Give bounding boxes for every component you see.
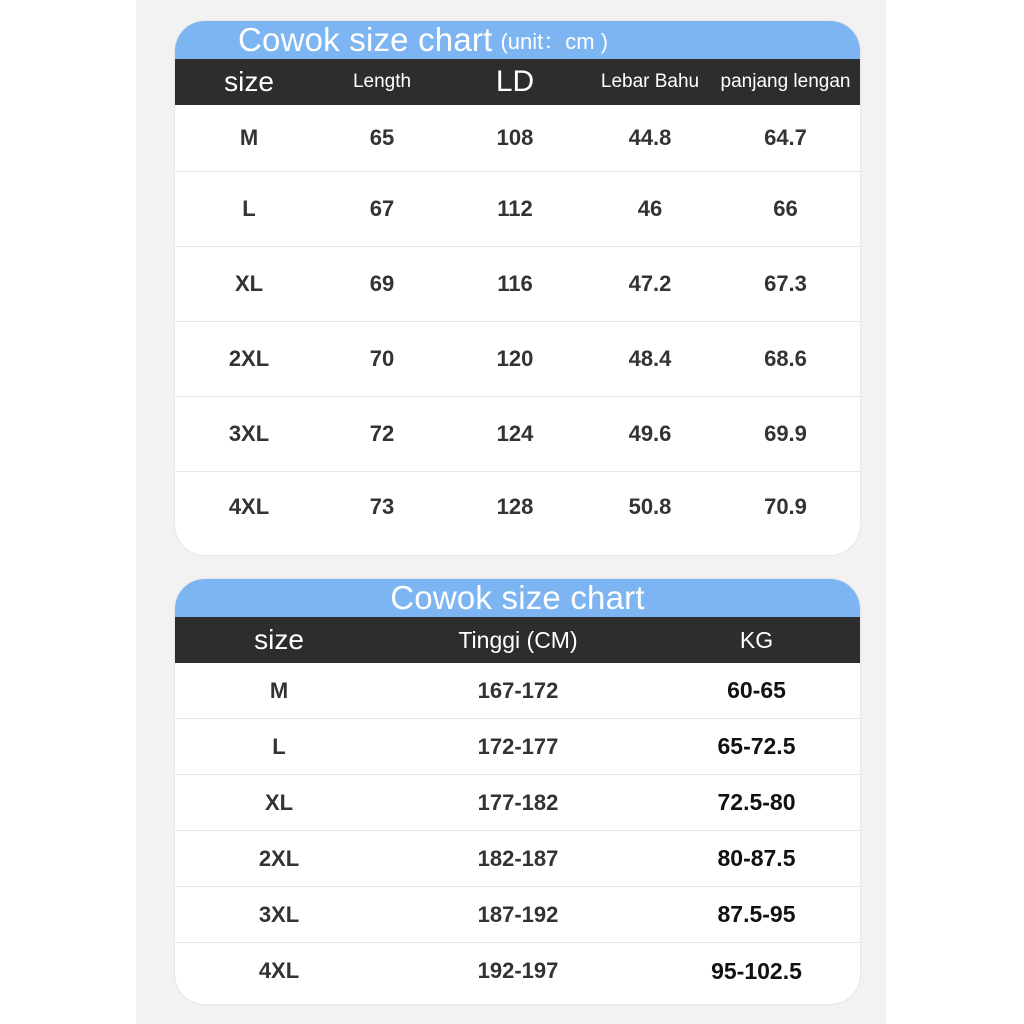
cell-length: 70 <box>369 346 395 371</box>
table-row <box>175 322 860 397</box>
table-row <box>175 247 860 322</box>
cell-size: M <box>239 125 259 150</box>
header-size: size <box>224 66 274 97</box>
cell-length: 67 <box>369 196 395 221</box>
cell-length: 73 <box>369 494 395 519</box>
cell-panjang-lengan: 67.3 <box>764 271 807 296</box>
cell-size: XL <box>264 789 294 815</box>
size-chart-measurements <box>175 21 860 555</box>
cell-size: 3XL <box>228 421 270 446</box>
table-row <box>175 397 860 472</box>
cell-tinggi: 187-192 <box>477 901 559 927</box>
cell-lebar-bahu: 50.8 <box>628 494 672 519</box>
cell-length: 72 <box>369 421 395 446</box>
table-body <box>175 105 860 542</box>
cell-size: 3XL <box>258 901 300 927</box>
cell-length: 65 <box>369 125 395 150</box>
table-row <box>175 105 860 172</box>
cell-kg: 60-65 <box>727 677 786 703</box>
table-header <box>175 617 860 663</box>
table-row <box>175 663 860 719</box>
cell-size: 2XL <box>258 845 300 871</box>
cell-ld: 112 <box>497 196 533 221</box>
cell-ld: 108 <box>496 125 534 150</box>
cell-ld: 124 <box>496 421 534 446</box>
cell-lebar-bahu: 48.4 <box>628 346 672 371</box>
cell-panjang-lengan: 68.6 <box>764 346 807 371</box>
table-row <box>175 719 860 775</box>
table-row <box>175 172 860 247</box>
cell-size: L <box>242 196 256 221</box>
cell-kg: 65-72.5 <box>717 733 796 759</box>
cell-size: 2XL <box>228 346 270 371</box>
header-size: size <box>254 624 304 655</box>
table-row <box>175 775 860 831</box>
cell-tinggi: 167-172 <box>477 677 559 703</box>
cell-kg: 80-87.5 <box>717 845 796 871</box>
cell-panjang-lengan: 69.9 <box>764 421 807 446</box>
cell-kg: 87.5-95 <box>717 901 796 927</box>
cell-lebar-bahu: 44.8 <box>628 125 672 150</box>
header-lebar-bahu: Lebar Bahu <box>600 71 700 92</box>
cell-size: L <box>272 733 286 759</box>
cell-ld: 116 <box>497 271 533 296</box>
chart-title: Cowok size chart <box>238 21 493 58</box>
chart-banner <box>175 579 860 617</box>
cell-length: 69 <box>369 271 395 296</box>
table-header <box>175 59 860 105</box>
header-panjang-lengan: panjang lengan <box>720 71 851 92</box>
cell-panjang-lengan: 70.9 <box>764 494 807 519</box>
cell-ld: 128 <box>496 494 534 519</box>
table-row <box>175 943 860 999</box>
table-row <box>175 887 860 943</box>
cell-size: XL <box>234 271 264 296</box>
cell-ld: 120 <box>496 346 534 371</box>
cell-panjang-lengan: 64.7 <box>764 125 807 150</box>
header-ld: LD <box>495 65 535 98</box>
cell-tinggi: 172-177 <box>477 733 559 759</box>
table-row <box>175 831 860 887</box>
header-kg: KG <box>739 626 774 653</box>
chart-unit: (unit：cm ) <box>500 28 609 54</box>
size-chart-height-weight <box>175 579 860 1004</box>
cell-kg: 95-102.5 <box>711 957 802 984</box>
cell-lebar-bahu: 46 <box>637 196 663 221</box>
cell-size: M <box>269 677 289 703</box>
cell-tinggi: 177-182 <box>477 789 559 815</box>
header-tinggi: Tinggi (CM) <box>458 626 578 653</box>
cell-panjang-lengan: 66 <box>773 196 798 221</box>
chart-title: Cowok size chart <box>390 579 645 616</box>
cell-lebar-bahu: 47.2 <box>628 271 672 296</box>
cell-tinggi: 192-197 <box>477 958 559 983</box>
cell-lebar-bahu: 49.6 <box>628 421 672 446</box>
cell-size: 4XL <box>258 958 300 983</box>
cell-size: 4XL <box>228 494 270 519</box>
header-length: Length <box>352 71 412 92</box>
cell-kg: 72.5-80 <box>717 789 796 815</box>
cell-tinggi: 182-187 <box>477 845 559 871</box>
table-row <box>175 472 860 542</box>
table-body <box>175 663 860 999</box>
chart-banner <box>175 21 860 59</box>
